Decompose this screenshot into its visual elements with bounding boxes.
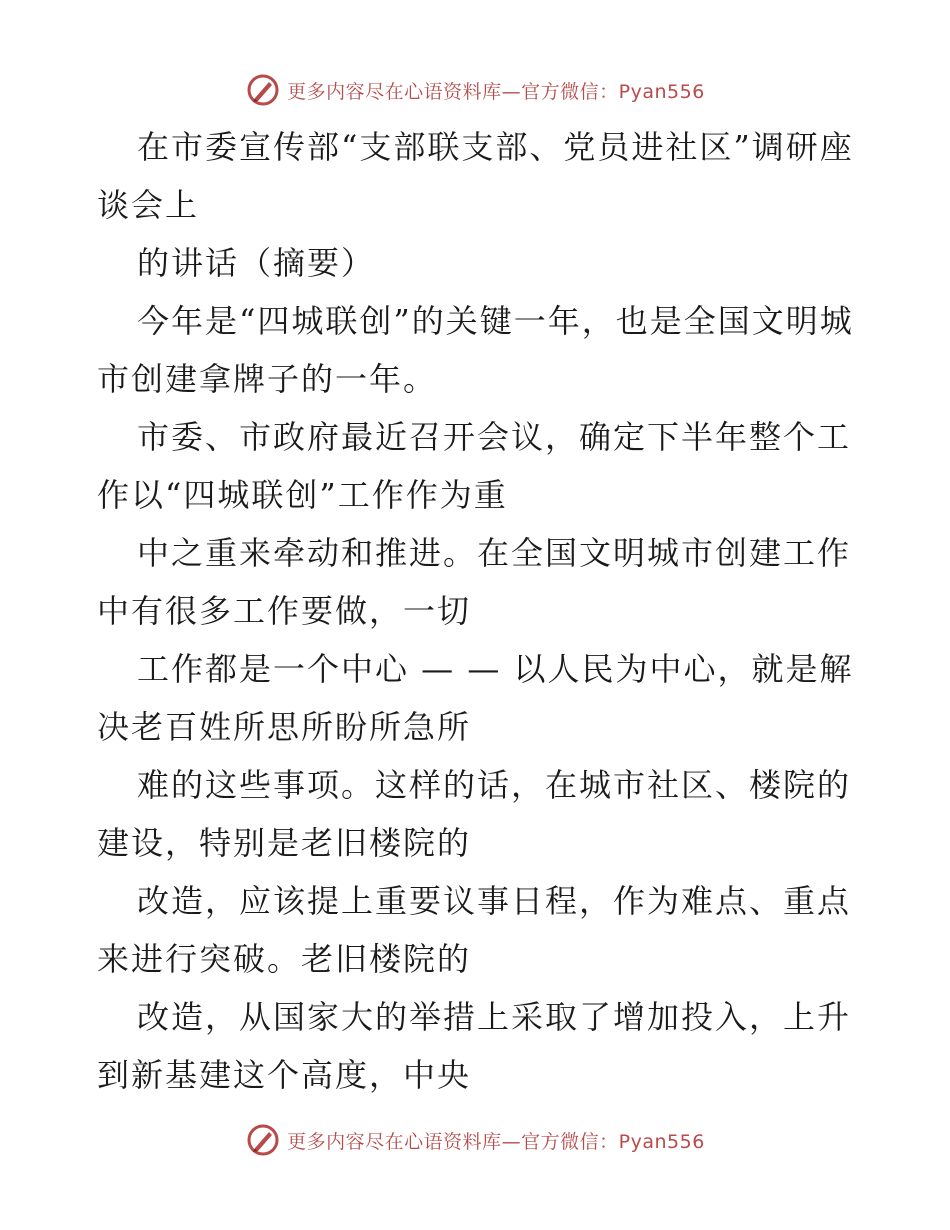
paragraph: 改造，应该提上重要议事日程，作为难点、重点来进行突破。老旧楼院的 bbox=[97, 882, 852, 978]
paragraph: 在市委宣传部“支部联支部、党员进社区”调研座谈会上 bbox=[97, 128, 854, 224]
pen-seal-icon bbox=[245, 1122, 281, 1158]
paragraph: 的讲话（摘要） bbox=[137, 244, 376, 282]
footer-banner-text: 更多内容尽在心语资料库—官方微信：Pyan556 bbox=[287, 1130, 705, 1153]
footer-banner bbox=[0, 1120, 950, 1160]
paragraph: 市委、市政府最近召开会议，确定下半年整个工作以“四城联创”工作作为重 bbox=[97, 418, 852, 514]
pen-seal-icon bbox=[245, 72, 281, 108]
header-banner bbox=[0, 70, 950, 110]
paragraph: 改造，从国家大的举措上采取了增加投入，上升到新基建这个高度，中央 bbox=[97, 998, 852, 1094]
paragraph: 工作都是一个中心 — — 以人民为中心，就是解决老百姓所思所盼所急所 bbox=[97, 650, 854, 746]
header-banner-text: 更多内容尽在心语资料库—官方微信：Pyan556 bbox=[287, 80, 705, 103]
paragraph: 难的这些事项。这样的话，在城市社区、楼院的建设，特别是老旧楼院的 bbox=[97, 766, 852, 862]
document-body bbox=[97, 118, 857, 1104]
paragraph: 今年是“四城联创”的关键一年，也是全国文明城市创建拿牌子的一年。 bbox=[97, 302, 854, 398]
paragraph: 中之重来牵动和推进。在全国文明城市创建工作中有很多工作要做，一切 bbox=[97, 534, 852, 630]
